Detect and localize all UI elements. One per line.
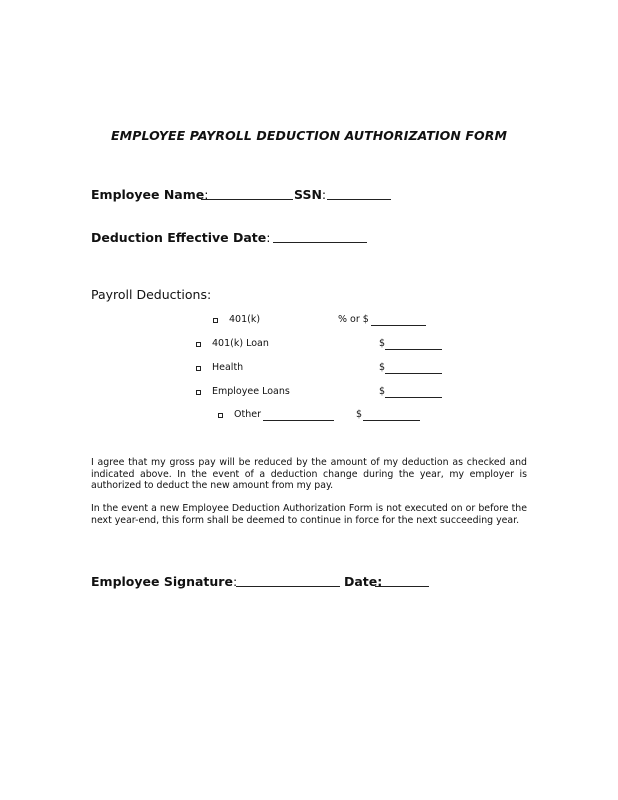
agreement-paragraph: I agree that my gross pay will be reduced by the amount of my deduction as checked and indicated above. In the event of a deduction change during the year, my employer is authorized to deduct the new amount from my pay. (91, 457, 527, 492)
checkbox-employee-loans[interactable] (196, 390, 201, 395)
effective-date-label: Deduction Effective Date (91, 230, 267, 245)
ssn-field[interactable] (327, 199, 391, 200)
deduction-amount-label-health: $ (379, 362, 386, 373)
payroll-deductions-label: Payroll Deductions: (91, 287, 212, 302)
amount-field-401k[interactable] (371, 325, 426, 326)
deduction-label-employee-loans: Employee Loans (212, 386, 290, 397)
deduction-label-health: Health (212, 362, 244, 373)
checkbox-401k[interactable] (213, 318, 218, 323)
deduction-amount-label-401k: % or $ (338, 314, 369, 325)
amount-field-401k-loan[interactable] (385, 349, 442, 350)
effective-date-row (91, 230, 270, 245)
amount-field-health[interactable] (385, 373, 442, 374)
employee-name-row (91, 187, 208, 202)
employee-name-label: Employee Name (91, 187, 205, 202)
date-field[interactable] (375, 586, 429, 587)
signature-field[interactable] (236, 586, 340, 587)
deduction-amount-label-employee-loans: $ (379, 386, 386, 397)
signature-colon: : (232, 574, 238, 589)
checkbox-other[interactable] (218, 413, 223, 418)
employee-name-field[interactable] (201, 199, 293, 200)
date-label: Date: (344, 574, 383, 589)
effective-date-field[interactable] (273, 242, 367, 243)
signature-row (91, 574, 237, 589)
effective-date-colon: : (266, 230, 271, 245)
continuation-paragraph: In the event a new Employee Deduction Authorization Form is not executed on or before the next year-end, this form shall be deemed to continue in force for the next succeeding year. (91, 503, 527, 526)
checkbox-health[interactable] (196, 366, 201, 371)
deduction-label-other: Other (234, 409, 261, 420)
ssn-row (294, 187, 326, 202)
signature-label: Employee Signature (91, 574, 233, 589)
deduction-label-401k: 401(k) (229, 314, 261, 325)
amount-field-employee-loans[interactable] (385, 397, 442, 398)
deduction-amount-label-other: $ (356, 409, 363, 420)
deduction-label-401k-loan: 401(k) Loan (212, 338, 269, 349)
deduction-amount-label-401k-loan: $ (379, 338, 386, 349)
ssn-label: SSN (294, 187, 322, 202)
form-title: EMPLOYEE PAYROLL DEDUCTION AUTHORIZATION FORM (111, 128, 507, 143)
checkbox-401k-loan[interactable] (196, 342, 201, 347)
amount-field-other[interactable] (363, 420, 420, 421)
ssn-colon: : (321, 187, 327, 202)
other-description-field[interactable] (263, 420, 334, 421)
employee-name-colon: : (204, 187, 209, 202)
